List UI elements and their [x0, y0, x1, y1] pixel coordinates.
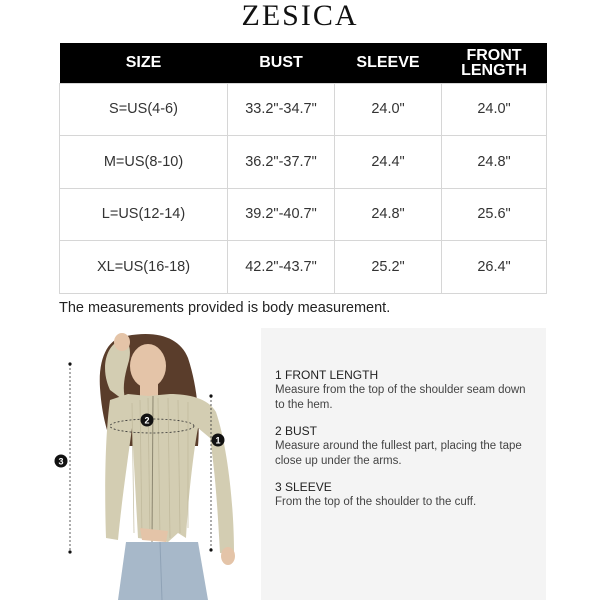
svg-text:2: 2 — [144, 415, 150, 426]
guide-description: Measure around the fullest part, placing the tape close up under the arms. — [275, 440, 522, 467]
measurement-note: The measurements provided is body measurement. — [59, 300, 391, 316]
cell-front-length: 26.4" — [442, 241, 547, 294]
size-chart-table — [59, 43, 547, 294]
guide-item-front-length — [275, 368, 537, 413]
cell-front-length: 24.0" — [442, 83, 547, 136]
guide-title: 3 SLEEVE — [275, 480, 332, 494]
guide-title: 2 BUST — [275, 424, 318, 438]
cell-size: L=US(12-14) — [60, 188, 228, 241]
guide-description: Measure from the top of the shoulder seam down to the hem. — [275, 384, 526, 411]
size-chart-header-row — [60, 43, 547, 83]
jeans-shape — [118, 542, 208, 600]
cell-sleeve: 24.4" — [335, 136, 442, 189]
cell-size: M=US(8-10) — [60, 136, 228, 189]
measurement-guide-panel — [261, 328, 546, 600]
cell-bust: 39.2"-40.7" — [228, 188, 335, 241]
brand-logo: ZESICA — [241, 0, 359, 32]
svg-text:1: 1 — [215, 435, 221, 446]
cell-bust: 36.2"-37.7" — [228, 136, 335, 189]
table-row — [60, 188, 547, 241]
cell-sleeve: 24.8" — [335, 188, 442, 241]
cell-bust: 33.2"-34.7" — [228, 83, 335, 136]
table-row — [60, 241, 547, 294]
cell-size: S=US(4-6) — [60, 83, 228, 136]
guide-item-bust — [275, 424, 537, 469]
cell-size: XL=US(16-18) — [60, 241, 228, 294]
guide-title: 1 FRONT LENGTH — [275, 368, 379, 382]
marker-3 — [55, 455, 68, 468]
guide-item-sleeve — [275, 480, 537, 510]
header-sleeve: SLEEVE — [335, 43, 442, 83]
marker-1 — [212, 434, 225, 447]
header-bust: BUST — [228, 43, 335, 83]
header-front-length: FRONT LENGTH — [442, 43, 547, 83]
svg-text:3: 3 — [58, 456, 64, 467]
table-row — [60, 83, 547, 136]
marker-2 — [141, 414, 154, 427]
measurement-guide-list — [275, 368, 537, 521]
cell-front-length: 24.8" — [442, 136, 547, 189]
cell-bust: 42.2"-43.7" — [228, 241, 335, 294]
cell-sleeve: 25.2" — [335, 241, 442, 294]
cell-front-length: 25.6" — [442, 188, 547, 241]
model-measurement-figure — [48, 328, 260, 600]
cell-sleeve: 24.0" — [335, 83, 442, 136]
table-row — [60, 136, 547, 189]
guide-description: From the top of the shoulder to the cuff. — [275, 496, 477, 508]
header-size: SIZE — [60, 43, 228, 83]
